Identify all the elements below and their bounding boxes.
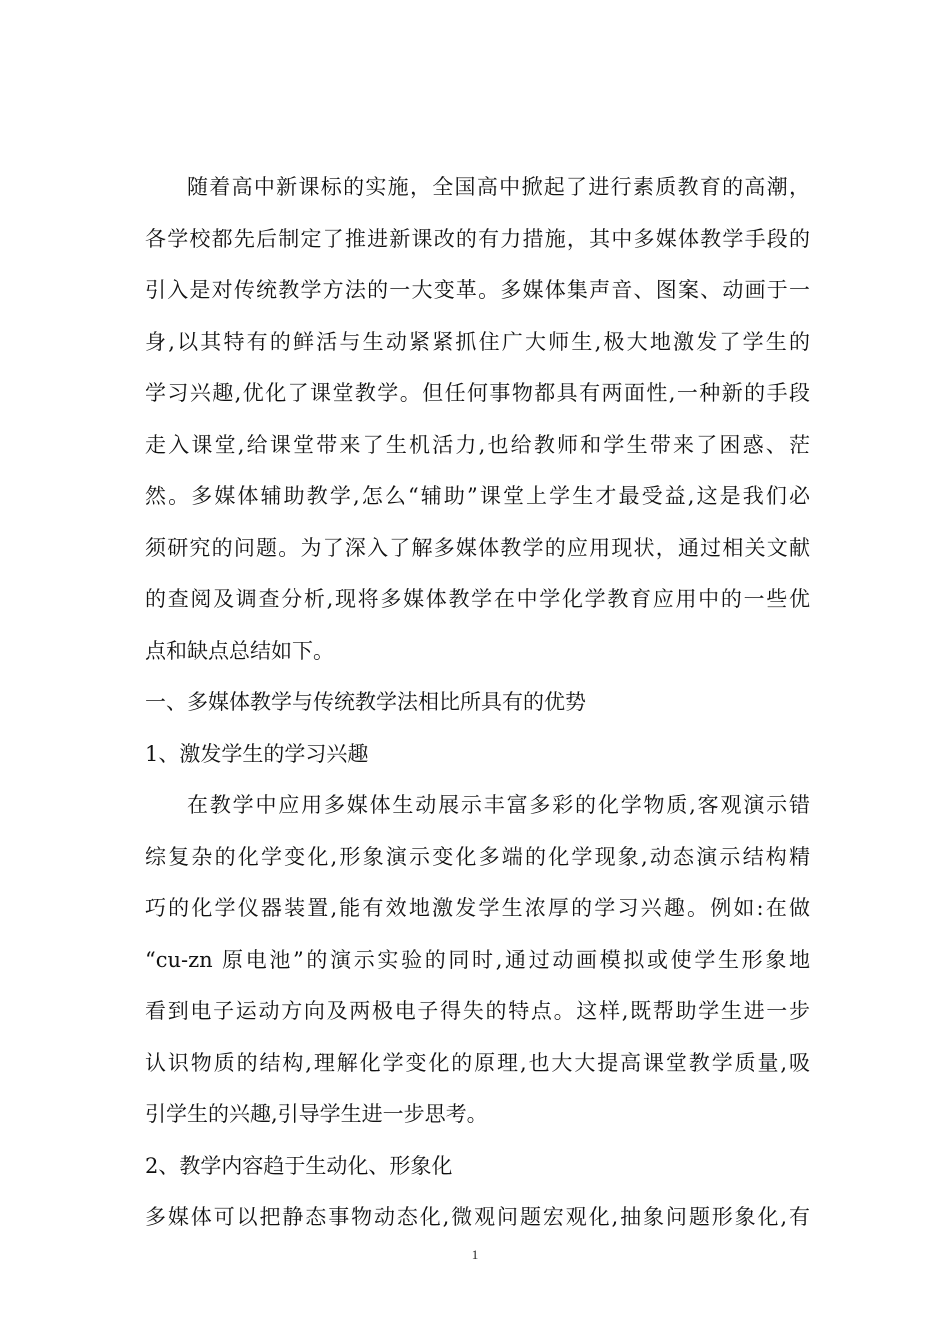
paragraph-line: 走入课堂,给课堂带来了生机活力,也给教师和学生带来了困惑、茫 xyxy=(145,432,810,457)
paragraph-line: 各学校都先后制定了推进新课改的有力措施，其中多媒体教学手段的 xyxy=(145,226,810,251)
paragraph-line: 点和缺点总结如下。 xyxy=(145,638,334,663)
paragraph-line: 多媒体可以把静态事物动态化,微观问题宏观化,抽象问题形象化,有 xyxy=(145,1205,810,1229)
page-number: 1 xyxy=(471,1247,479,1262)
paragraph-line: 引学生的兴趣,引导学生进一步思考。 xyxy=(145,1102,488,1126)
paragraph-line: 看到电子运动方向及两极电子得失的特点。这样,既帮助学生进一步 xyxy=(145,999,810,1023)
paragraph-line: 认识物质的结构,理解化学变化的原理,也大大提高课堂教学质量,吸 xyxy=(145,1050,810,1075)
paragraph-line: 巧的化学仪器装置,能有效地激发学生浓厚的学习兴趣。例如:在做 xyxy=(145,896,810,920)
paragraph-line: 须研究的问题。为了深入了解多媒体教学的应用现状，通过相关文献 xyxy=(145,535,810,560)
paragraph-line: 在教学中应用多媒体生动展示丰富多彩的化学物质,客观演示错 xyxy=(187,793,810,817)
subsection-heading: 1、激发学生的学习兴趣 xyxy=(145,741,369,766)
paragraph-line: 的查阅及调查分析,现将多媒体教学在中学化学教育应用中的一些优 xyxy=(145,587,810,611)
paragraph-line: “cu-zn 原电池”的演示实验的同时,通过动画模拟或使学生形象地 xyxy=(145,947,810,972)
paragraph-line: 随着高中新课标的实施，全国高中掀起了进行素质教育的高潮， xyxy=(187,175,810,199)
paragraph-line: 身,以其特有的鲜活与生动紧紧抓住广大师生,极大地激发了学生的 xyxy=(145,329,810,354)
section-heading: 一、多媒体教学与传统教学法相比所具有的优势 xyxy=(145,690,586,714)
paragraph-line: 引入是对传统教学方法的一大变革。多媒体集声音、图案、动画于一 xyxy=(145,278,810,302)
paragraph-line: 综复杂的化学变化,形象演示变化多端的化学现象,动态演示结构精 xyxy=(145,844,810,869)
paragraph-line: 学习兴趣,优化了课堂教学。但任何事物都具有两面性,一种新的手段 xyxy=(145,381,810,405)
paragraph-line: 然。多媒体辅助教学,怎么“辅助”课堂上学生才最受益,这是我们必 xyxy=(145,484,810,508)
document-body xyxy=(145,162,810,1244)
subsection-heading: 2、教学内容趋于生动化、形象化 xyxy=(145,1153,453,1178)
